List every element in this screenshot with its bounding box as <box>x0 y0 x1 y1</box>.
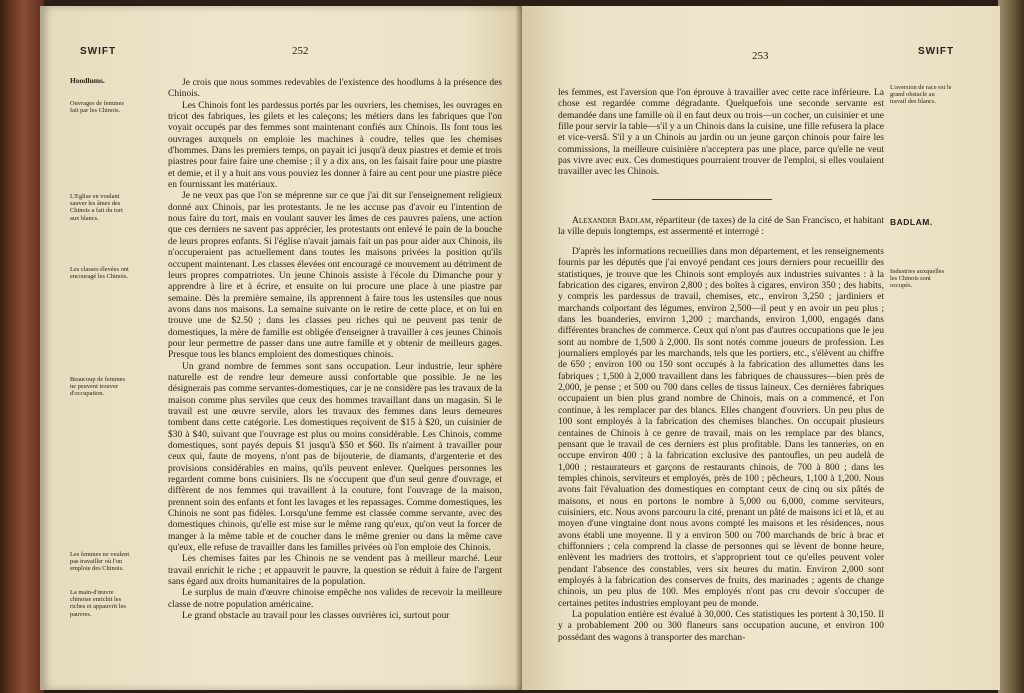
witness-name: Alexander Badlam <box>572 216 652 226</box>
margin-note-aversion: L'aversion de race est le grand obstacle au travail des blancs. <box>890 84 952 106</box>
paragraph: D'après les informations recueillies dans mon département, et les renseignements fournis par les députés que j'ai envoyé pendant ces jours derniers pour recueillir des statistiques, je trouve que les Chinois sont employés aux industries suivantes : à la fabrication des cigares, environ 2,800 ; des boîtes à cigares, environ 350 ; des habits, y compris les pardessus de travail, chemises, etc., environ 3,250 ; jardiniers et marchands colportant des légumes, environ 2,500—il peut y en avoir un peu plus ; dans les buanderies, environ 1,200 ; marchands, environ 1,000, engagés dans différentes branches de commerce. Ceux qui n'ont pas d'autres occupations que le jeu sont au nombre de 1,500 à 2,000. Ils sont notés comme joueurs de profession. Les journaliers employés par les marchands, tels que les portiers, etc., s'élèvent au chiffre de 650 ; environ 100 ou 150 sont occupés à la fabrication des allumettes dans les fabriques ; 1,500 à 2,000 travaillent dans les fabriques de chaussures—bien près de 2,000, je pense ; et 500 ou 700 dans celles de tissus laineux. Ces dernières fabriques occupaient un bien plus grand nombre de Chinois, mais on a commencé, et l'on continue, à les remplacer par des blancs. Elles changent d'ouvriers. Un peu plus de 100 sont employés à la fabrication des chemises blanches. On occupait plusieurs centaines de Chinois à ce genre de travail, mais on les remplace par des blancs, pensant que le travail de ces derniers est plus profitable. Dans les tanneries, on en occupe environ 400 ; à la fabrication exclusive des pantoufles, un peu audelà de 1,000 ; restaurateurs et garçons de restaurants chinois, de 700 à 800 ; dans les temples chinois, serviteurs et employés, près de 100 ; pêcheurs, 1,100 à 1,200. Nous avons fait l'évaluation des domestiques en comptant ceux de cinq ou six pâtés de maisons, et nous en portons le nombre à 5,000 ou 6,000, comme serviteurs, cuisiniers, etc. Nous avons parcouru la cité, prenant un pâté de maisons ici et là, et au moyen d'une vingtaine dont nous avons compté les maisons et les résidences, nous avons établi une moyenne. Il y a environ 500 ou 700 marchands de bric à brac et chiffonniers ; cela comprend la classe de personnes qui se lèvent de bonne heure, enlèvent les madriers des trottoirs, et s'approprient tout ce qu'elles peuvent voler pendant l'absence des constables, vers six heures du matin. Environ 2,000 sont employés à la fabrication des conserves de fruits, des marinades ; agents de change chinois, un peu plus de 100. Mes employés n'ont pas cru devoir s'occuper de certaines petites industries employant peu de monde. <box>558 247 884 609</box>
right-top-text <box>558 88 884 179</box>
paragraph: Les Chinois font les pardessus portés par les ouvriers, les chemises, les ouvrages en tricot des fabriques, les gilets et les caleçons; les métiers dans les fabriques que l'on voyait occupés par des femmes sont maintenant confiés aux Chinois. Ils font tous les ouvrages auxquels on emploie les machines à coudre, telles que les chemises d'hommes. Dans les premiers temps, on payait ici jusqu'à deux piastres et demie et trois piastres pour faire faire une chemise ; il y a dix ans, on les faisait faire pour une piastre et demie, et il y a huit ans vous pouviez les donner à faire au cent pour une piastre pièce en fournissant les matériaux. <box>168 100 502 191</box>
paragraph: La population entière est évalué à 30,000. Ces statistiques les portent à 30,150. Il y a probablement 200 ou 300 flaneurs sans occupation aucune, et environ 100 possédant des wagons à transporter des marchan- <box>558 610 884 643</box>
paragraph: Le grand obstacle au travail pour les classes ouvrières ici, surtout pour <box>182 611 450 622</box>
book-edge-right <box>998 0 1024 693</box>
paragraph: Le surplus de main d'œuvre chinoise empêche nos valides de recevoir la meilleure classe de notre population américaine. <box>168 588 502 610</box>
witness-intro <box>558 216 884 239</box>
margin-note-industries: Industries auxquelles les Chinois sont occupés. <box>890 268 945 290</box>
right-running-head: SWIFT <box>918 46 955 57</box>
paragraph: les femmes, est l'aversion que l'on éprouve à travailler avec cette race inférieure. La chose est regardée comme dégradante. Quelquefois une seconde servante est demandée dans une famille où il en faut deux ou trois—un cocher, un cuisinier et une fille pour servir la table—s'il y a un Chinois dans la cuisine, une fille refusera la place et vice-versâ. S'il y a un Chinois au jardin ou un jeune garçon chinois pour faire les commissions, la meilleure cuisinière n'acceptera pas une place, parce qu'elle ne veut pas vivre avec eux. Ces domestiques pourraient trouver de l'emploi, si elles voulaient travailler avec les Chinois. <box>558 88 884 178</box>
margin-note-hoodlums: Hoodlums. <box>70 76 105 85</box>
margin-note-classes: Les classes élevées ont encouragé les Chinois. <box>70 266 129 281</box>
paragraph: Je crois que nous sommes redevables de l'existence des hoodlums à la présence des Chinois. <box>168 78 502 100</box>
paragraph <box>558 216 884 239</box>
margin-note-femmes-refusent: Les femmes ne veulent pas travailler où l'on emploie des Chinois. <box>70 551 130 573</box>
right-body-text <box>558 247 884 644</box>
left-page-number: 252 <box>292 45 309 57</box>
right-page-number: 253 <box>752 50 769 62</box>
witness-intro-text: , répartiteur (de taxes) de la cité de San Francisco, et habitant la ville depuis longtemps, est assermenté et interrogé : <box>558 216 884 238</box>
book-edge-left <box>0 0 44 693</box>
right-page <box>522 6 1000 690</box>
margin-note-femmes: Beaucoup de femmes ne peuvent trouver d'occupation. <box>70 376 126 398</box>
margin-note-ouvrages: Ouvrages de femmes fait par les Chinois. <box>70 100 124 115</box>
witness-label: BADLAM. <box>890 217 933 227</box>
paragraph: Un grand nombre de femmes sont sans occupation. Leur industrie, leur sphère naturelle est de rendre leur demeure aussi confortable que possible. Je ne les désignerais pas comme servantes-domestiques, car je ne considère pas les travaux de la maison comme plus serviles que ceux des hommes travaillant dans un magasin. Si le travail est une œuvre servile, alors les travaux des femmes dans leurs demeures tombent dans cette catégorie. Les domestiques reçoivent de $15 à $20, un cuisinier de $30 à $40, suivant que l'ouvrage est plus ou moins considérable. Les Chinois, comme domestiques, sont payés depuis $1 jusqu'à $50 et $60. Ils n'aiment à travailler pour ceux qui, faute de moyens, n'ont pas de bijouterie, de diamants, d'argenterie et des provisions considérables en mains, qu'ils peuvent enlever. Quelques personnes les regardent comme bons cuisiniers. Ils ne s'occupent que d'un seul genre d'ouvrage, et diffèrent de nos femmes qui travaillent à la couture, font l'ouvrage de la maison, prennent soin des enfants et font les lavages et les repassages. Comme domestiques, les Chinois ne sont pas fidèles. Lorsqu'une femme est classée comme servante, avec des domestiques chinois, qu'elle est mise sur le même rang qu'eux, qu'on veut la forcer de manger à la même table et de coucher dans le même grenier ou dans la même cave qu'eux, elle refuse de travailler dans les familles privées où l'on emploie des Chinois. <box>168 361 502 554</box>
margin-note-eglise: L'Eglise en voulant sauver les âmes des Chinois a fait du tort aux blancs. <box>70 193 123 222</box>
left-page <box>40 6 522 690</box>
left-body-text <box>168 78 502 623</box>
paragraph: Je ne veux pas que l'on se méprenne sur ce que j'ai dit sur l'enseignement religieux donné aux Chinois, par les protestants. Je ne les accuse pas d'avoir eu l'intention de nous faire du tort, mais en voulant sauver les âmes de ces pauvres païens, une action que ces derniers ne savent pas apprécier, les protestants ont enlevé le pain de la bouche de leurs propres enfants. Si l'église n'avait jamais fait un pas pour aider aux Chinois, ils n'occuperaient pas actuellement dans toutes les maisons privées la position qu'ils occupent maintenant. Les classes élevées ont encouragé ce mouvement au détriment de leurs propres compatriotes. Un jeune Chinois assiste à l'école du Dimanche pour y apprendre à lire et à écrire, et ensuite on lui procure une place à une piastre par semaine. Dès la première semaine, ils apprennent à faire tous les ustensiles que nous avons dans nos maisons. La semaine suivante on le retire de cette place, et on lui en trouve une de $2.50 ; dans les classes peu riches qui ne peuvent pas tenir de domestiques, la mère de famille est obligée d'enseigner à travailler à ces jeunes Chinois pour leur permettre de passer dans une autre famille et y obtenir de meilleurs gages. Presque tous les blancs emploient des domestiques chinois. <box>168 191 502 361</box>
section-divider <box>652 199 772 200</box>
left-running-head: SWIFT <box>80 46 117 57</box>
paragraph: Les chemises faites par les Chinois ne se vendent pas à meilleur marché. Leur travail enrichit le riche ; et appauvrit le pauvre, la question se réduit à faire de l'argent sans égard aux droits humanitaires de la population. <box>168 554 502 588</box>
margin-note-main-oeuvre: La main-d'œuvre chinoise enrichit les riches et appauvrit les pauvres. <box>70 589 126 618</box>
